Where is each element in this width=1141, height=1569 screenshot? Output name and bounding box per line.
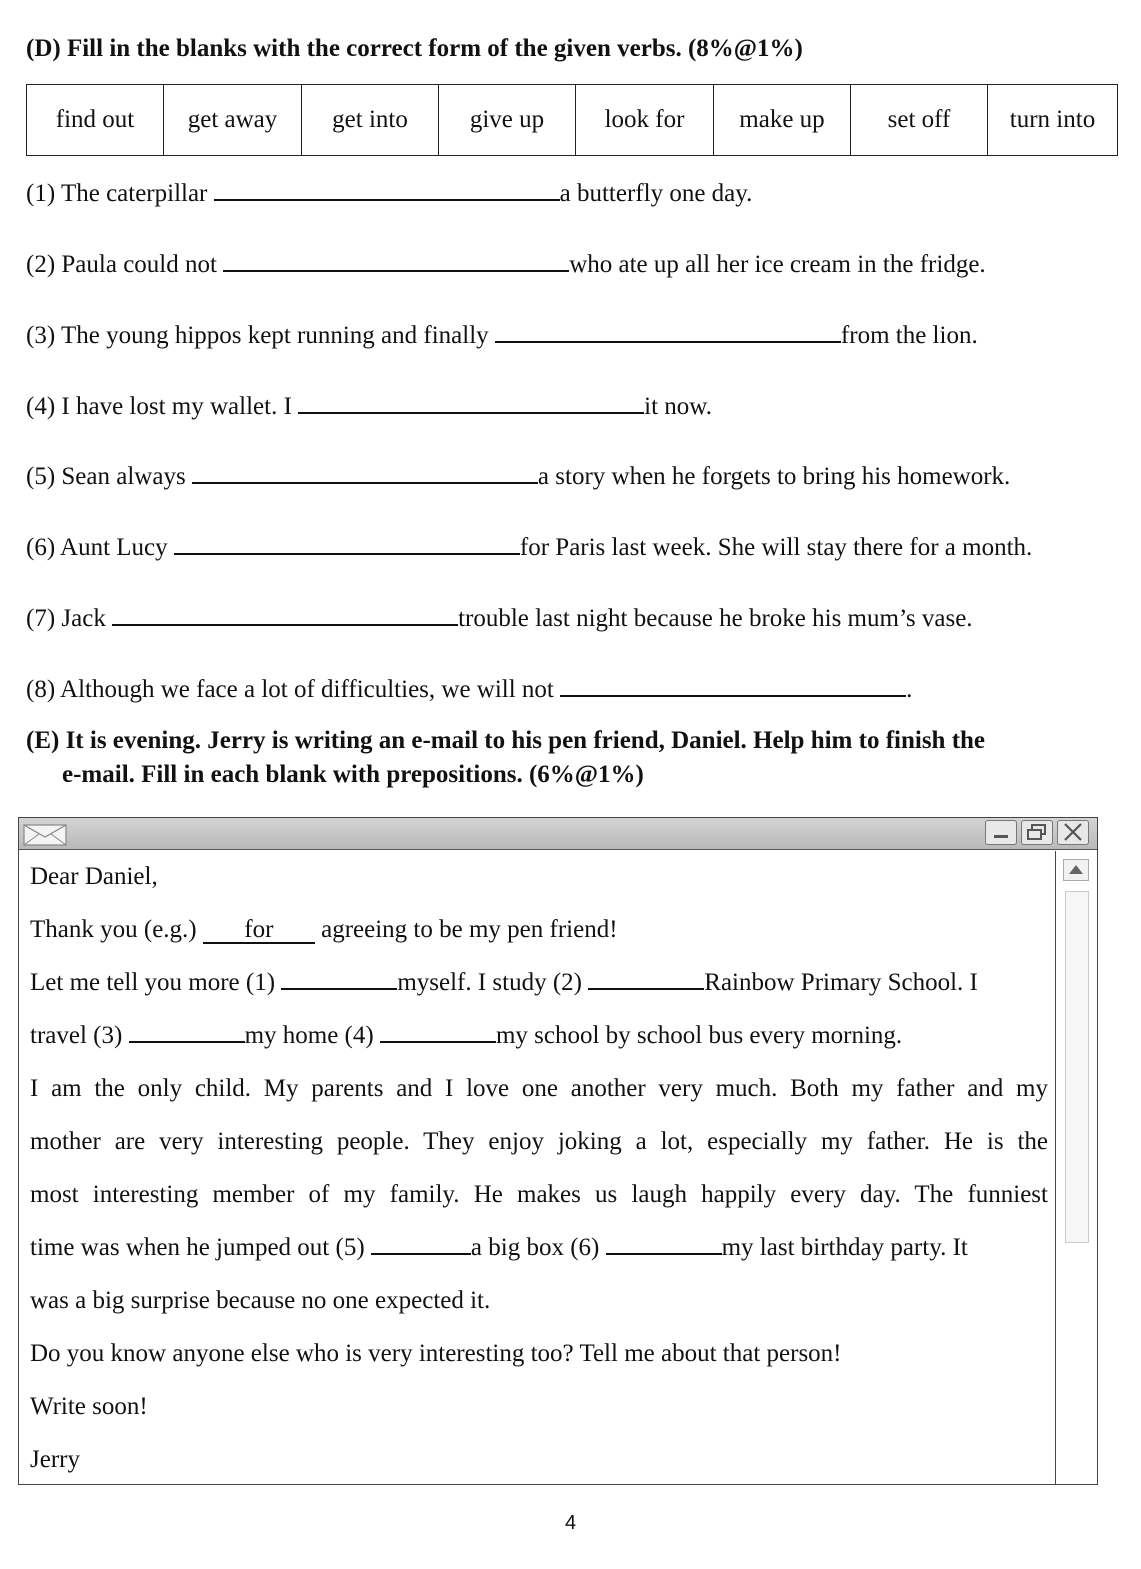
restore-icon <box>1022 821 1052 843</box>
email-line <box>30 1017 1048 1070</box>
answer-blank-1[interactable] <box>214 177 560 201</box>
question-text: . <box>906 676 913 703</box>
verb-cell: turn into <box>988 85 1118 156</box>
preposition-blank-3[interactable] <box>129 1019 245 1043</box>
minimize-button[interactable] <box>985 820 1017 845</box>
scrollbar[interactable] <box>1055 851 1097 1484</box>
question-8 <box>26 673 912 705</box>
question-text: (4) I have lost my wallet. I <box>26 393 299 420</box>
close-button[interactable] <box>1057 820 1089 845</box>
email-text: myself. I study (2) <box>397 969 589 996</box>
question-text: a butterfly one day. <box>559 180 753 207</box>
verb-cell: give up <box>439 85 576 156</box>
minimize-icon <box>986 821 1016 843</box>
section-d-title: (D) Fill in the blanks with the correct form of the given verbs. (8%@1%) <box>26 35 803 62</box>
email-window <box>18 817 1098 1485</box>
answer-blank-7[interactable] <box>112 602 458 626</box>
section-e-title <box>26 724 1106 792</box>
question-text: who ate up all her ice cream in the fridge. <box>569 251 986 278</box>
question-text: (8) Although we face a lot of difficulties, we will not <box>26 676 561 703</box>
preposition-blank-6[interactable] <box>606 1231 722 1255</box>
email-line <box>30 1229 1048 1282</box>
answer-blank-5[interactable] <box>192 460 538 484</box>
email-text: travel (3) <box>30 1022 129 1049</box>
email-text: my school by school bus every morning. <box>495 1022 903 1049</box>
answer-blank-8[interactable] <box>560 673 906 697</box>
question-text: (6) Aunt Lucy <box>26 534 174 561</box>
email-text: Rainbow Primary School. I <box>704 969 978 996</box>
verb-cell: make up <box>714 85 851 156</box>
question-text: (5) Sean always <box>26 463 192 490</box>
email-greeting: Dear Daniel, <box>30 863 158 890</box>
email-line <box>30 911 1048 964</box>
verb-cell: get into <box>302 85 439 156</box>
question-text: it now. <box>644 393 712 420</box>
email-text: time was when he jumped out (5) <box>30 1234 371 1261</box>
question-text: from the lion. <box>840 322 978 349</box>
email-text: Let me tell you more (1) <box>30 969 282 996</box>
email-text: Thank you (e.g.) <box>30 916 203 943</box>
email-line <box>30 964 1048 1017</box>
page-number: 4 <box>564 1512 577 1534</box>
question-7 <box>26 602 973 634</box>
restore-button[interactable] <box>1021 820 1053 845</box>
email-line: was a big surprise because no one expected it. <box>30 1287 491 1314</box>
question-3 <box>26 319 978 351</box>
scroll-up-arrow-icon[interactable] <box>1063 859 1089 881</box>
email-signature: Jerry <box>30 1446 80 1473</box>
answer-blank-2[interactable] <box>223 248 569 272</box>
question-text: (1) The caterpillar <box>26 180 214 207</box>
preposition-blank-4[interactable] <box>380 1019 496 1043</box>
preposition-blank-2[interactable] <box>588 966 704 990</box>
email-body <box>30 858 1048 1494</box>
question-text: trouble last night because he broke his mum’s vase. <box>458 605 973 632</box>
answer-blank-4[interactable] <box>298 390 644 414</box>
verb-cell: set off <box>851 85 988 156</box>
verb-cell: look for <box>576 85 714 156</box>
example-answer: for <box>203 918 315 944</box>
close-icon <box>1058 821 1088 843</box>
preposition-blank-5[interactable] <box>371 1231 471 1255</box>
email-line: Write soon! <box>30 1393 148 1420</box>
question-text: a story when he forgets to bring his homework. <box>537 463 1011 490</box>
question-text: (7) Jack <box>26 605 113 632</box>
verb-box <box>26 84 1118 156</box>
section-e-title-line: (E) It is evening. Jerry is writing an e-mail to his pen friend, Daniel. Help him to finish the <box>26 727 986 754</box>
question-2 <box>26 248 986 280</box>
question-5 <box>26 460 1010 492</box>
preposition-blank-1[interactable] <box>281 966 397 990</box>
answer-blank-6[interactable] <box>174 531 520 555</box>
email-line: most interesting member of my family. He makes us laugh happily every day. The funniest <box>30 1181 1048 1208</box>
email-text: a big box (6) <box>470 1234 606 1261</box>
email-text: my home (4) <box>244 1022 380 1049</box>
question-text: (3) The young hippos kept running and finally <box>26 322 495 349</box>
verb-cell: get away <box>164 85 302 156</box>
section-e-title-line: e-mail. Fill in each blank with prepositions. (6%@1%) <box>62 761 644 788</box>
answer-blank-3[interactable] <box>495 319 841 343</box>
question-text: for Paris last week. She will stay there for a month. <box>519 534 1033 561</box>
email-titlebar <box>19 818 1097 850</box>
question-1 <box>26 177 752 209</box>
question-6 <box>26 531 1032 563</box>
email-line: Do you know anyone else who is very interesting too? Tell me about that person! <box>30 1340 842 1367</box>
email-line: I am the only child. My parents and I love one another very much. Both my father and my <box>30 1075 1048 1102</box>
scroll-thumb[interactable] <box>1065 891 1089 1243</box>
question-4 <box>26 390 712 422</box>
email-line: mother are very interesting people. They enjoy joking a lot, especially my father. He is the <box>30 1128 1048 1155</box>
question-text: (2) Paula could not <box>26 251 224 278</box>
email-text: my last birthday party. It <box>721 1234 968 1261</box>
envelope-icon <box>23 824 67 846</box>
email-text: agreeing to be my pen friend! <box>314 916 618 943</box>
verb-cell: find out <box>27 85 164 156</box>
